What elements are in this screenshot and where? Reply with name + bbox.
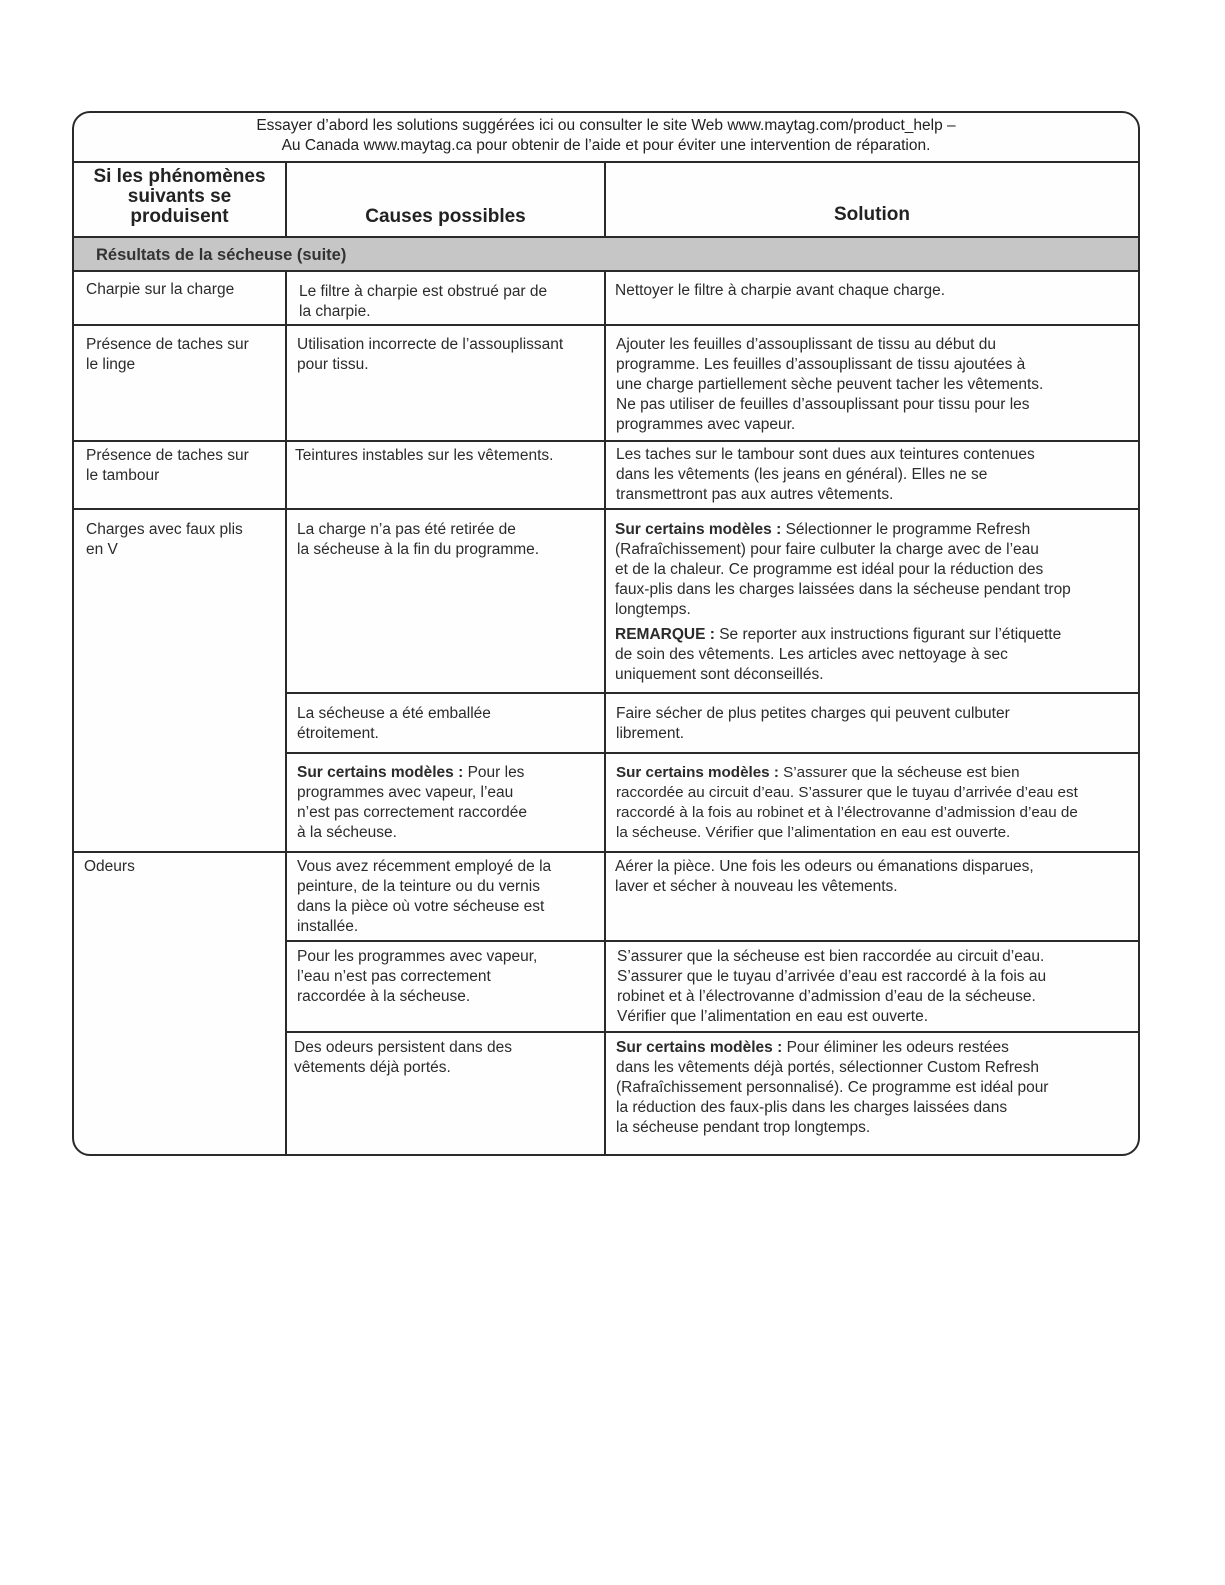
divider bbox=[74, 161, 1138, 163]
column-divider bbox=[604, 162, 606, 237]
bold-label: Sur certains modèles : bbox=[615, 521, 782, 538]
divider bbox=[74, 440, 1138, 442]
solution-cell: Sur certains modèles : S’assurer que la sécheuse est bien raccordée au circuit d’eau. S’assurer que le tuyau d’arrivée d’eau est raccordé à la fois au robinet et à l’électrovanne d’admission d’eau de la sécheuse. Vérifier que l’alimentation en eau est ouverte. bbox=[616, 764, 1078, 841]
solution-cell: Faire sécher de plus petites charges qui peuvent culbuter librement. bbox=[616, 705, 1010, 742]
column-divider bbox=[285, 271, 287, 1155]
cause-cell: Sur certains modèles : Pour les programmes avec vapeur, l’eau n’est pas correctement raccordée à la sécheuse. bbox=[297, 764, 528, 841]
bold-label: Sur certains modèles : bbox=[616, 764, 779, 781]
cause-cell: Teintures instables sur les vêtements. bbox=[295, 447, 554, 464]
solution-cell: Sur certains modèles : Sélectionner le programme Refresh (Rafraîchissement) pour faire culbuter la charge avec de l’eau et de la chaleur. Ce programme est idéal pour la réduction des faux-plis dans les charges laissées dans la sécheuse pendant trop longtemps. bbox=[615, 521, 1071, 618]
problem-cell: Charges avec faux plis en V bbox=[86, 521, 243, 558]
problem-cell: Odeurs bbox=[84, 858, 135, 875]
divider bbox=[74, 508, 1138, 510]
solution-cell: Ajouter les feuilles d’assouplissant de tissu au début du programme. Les feuilles d’assouplissant de tissu ajoutées à une charge partiellement sèche peuvent tacher les vêtements. Ne pas utiliser de feuilles d’assouplissant pour tissu pour les programmes avec vapeur. bbox=[616, 336, 1044, 433]
divider bbox=[286, 692, 1138, 694]
divider bbox=[74, 851, 1138, 853]
problem-cell: Présence de taches sur le linge bbox=[86, 336, 249, 373]
problem-cell: Charpie sur la charge bbox=[86, 281, 235, 298]
bold-label: Sur certains modèles : bbox=[616, 1039, 783, 1056]
cause-cell: Des odeurs persistent dans des vêtements déjà portés. bbox=[294, 1039, 512, 1076]
column-divider bbox=[604, 271, 606, 1155]
cause-cell: Vous avez récemment employé de la peinture, de la teinture ou du vernis dans la pièce où votre sécheuse est installée. bbox=[297, 858, 552, 935]
solution-cell: Nettoyer le filtre à charpie avant chaque charge. bbox=[615, 282, 945, 299]
section-title: Résultats de la sécheuse (suite) bbox=[96, 246, 347, 264]
header-causes: Causes possibles bbox=[365, 206, 526, 227]
cause-cell: La sécheuse a été emballée étroitement. bbox=[297, 705, 491, 742]
header-problem: Si les phénomènes suivants se produisent bbox=[93, 166, 266, 227]
banner-line-1: Essayer d’abord les solutions suggérées ici ou consulter le site Web www.maytag.com/product_help – bbox=[256, 117, 956, 134]
divider bbox=[286, 752, 1138, 754]
cause-cell: Utilisation incorrecte de l’assouplissant pour tissu. bbox=[297, 336, 564, 373]
banner-line-2: Au Canada www.maytag.ca pour obtenir de l’aide et pour éviter une intervention de réparation. bbox=[281, 136, 931, 154]
help-banner bbox=[74, 116, 1138, 155]
header-solution: Solution bbox=[834, 204, 910, 225]
bold-label: Sur certains modèles : bbox=[297, 764, 464, 781]
solution-cell: Les taches sur le tambour sont dues aux teintures contenues dans les vêtements (les jeans en général). Elles ne se transmettront pas aux autres vêtements. bbox=[616, 446, 1035, 503]
problem-cell: Présence de taches sur le tambour bbox=[86, 447, 249, 484]
solution-cell: Aérer la pièce. Une fois les odeurs ou émanations disparues, laver et sécher à nouveau les vêtements. bbox=[615, 858, 1034, 895]
note-cell: REMARQUE : Se reporter aux instructions figurant sur l’étiquette de soin des vêtements. Les articles avec nettoyage à sec uniquement sont déconseillés. bbox=[615, 626, 1062, 683]
cause-cell: Pour les programmes avec vapeur, l’eau n’est pas correctement raccordée à la sécheuse. bbox=[297, 948, 538, 1005]
divider bbox=[74, 324, 1138, 326]
cause-cell: Le filtre à charpie est obstrué par de la charpie. bbox=[299, 283, 548, 320]
divider bbox=[286, 940, 1138, 942]
divider bbox=[74, 270, 1138, 272]
divider bbox=[286, 1031, 1138, 1033]
note-label: REMARQUE : bbox=[615, 626, 715, 643]
solution-cell: Sur certains modèles : Pour éliminer les odeurs restées dans les vêtements déjà portés, sélectionner Custom Refresh (Rafraîchissement personnalisé). Ce programme est idéal pour la réduction des faux-plis dans les charges laissées dans la sécheuse pendant trop longtemps. bbox=[616, 1039, 1049, 1136]
cause-cell: La charge n’a pas été retirée de la sécheuse à la fin du programme. bbox=[297, 521, 540, 558]
solution-cell: S’assurer que la sécheuse est bien raccordée au circuit d’eau. S’assurer que le tuyau d’arrivée d’eau est raccordé à la fois au robinet et à l’électrovanne d’admission d’eau de la sécheuse. Vérifier que l’alimentation en eau est ouverte. bbox=[617, 948, 1047, 1025]
